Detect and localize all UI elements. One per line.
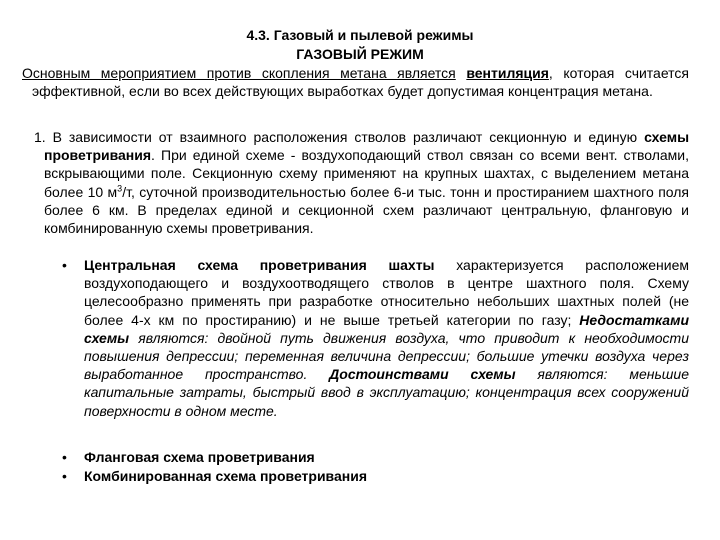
- item-1-sup: 3: [117, 182, 123, 193]
- intro-lead: Основным мероприятием против скопления метана является: [22, 65, 456, 81]
- item-1-paragraph: [22, 128, 689, 237]
- bullet-icon: •: [62, 257, 67, 273]
- intro-paragraph: [22, 64, 689, 100]
- central-text-a: характеризуется расположением воздухоподающего и воздухоотводящего стволов в центре шахтного поля. Схему целесообразно применять при разработке относительно небольших шахтных полей (не более 4-х км по простиранию) и не выше третьей категории по газу;: [84, 257, 689, 328]
- item-1-text-a: В зависимости от взаимного расположения стволов различают секционную и единую: [52, 129, 638, 145]
- bullet-icon: •: [62, 449, 67, 465]
- bullet-icon: •: [62, 468, 67, 484]
- central-adv-text: являются: меньшие капитальные затраты, быстрый ввод в эксплуатацию; концентрация всех сооружений поверхности в одном месте.: [84, 366, 689, 419]
- item-1-number: 1.: [34, 129, 46, 145]
- flank-title: Фланговая схема проветривания: [84, 449, 315, 465]
- item-1-text-b: . При единой схеме - воздухоподающий ствол связан со всеми вент. стволами, вскрывающими поле. Секционную схему применяют на крупных шахтах, с выделением метана более 10 м: [44, 147, 689, 200]
- section-heading: 4.3. Газовый и пылевой режимы: [246, 27, 474, 43]
- intro-rest: , которая считается эффективной, если во всех действующих выработках будет допустимая концентрация метана.: [32, 65, 690, 100]
- intro-key-term: вентиляция: [466, 65, 549, 81]
- item-1-text-c: /т, суточной производительностью более 6-и тыс. тонн и простиранием шахтного поля более 6 км. В пределах единой и секционной схем различают центральную, фланговую и комбинированную схемы проветривания.: [44, 183, 690, 237]
- bullet-central-text: [84, 256, 689, 420]
- item-1-bold-term: схемы проветривания: [44, 129, 690, 164]
- central-adv-label: Достоинствами схемы: [329, 366, 516, 383]
- subtitle-heading: ГАЗОВЫЙ РЕЖИМ: [296, 46, 424, 62]
- central-disadv-text: являются: двойной путь движения воздуха, что приводит к необходимости повышения депрессии; переменная величина депрессии; большие утечки воздуха через выработанное пространство.: [84, 329, 689, 383]
- central-title: Центральная схема проветривания шахты: [84, 257, 435, 273]
- central-disadv-label: Недостатками схемы: [84, 311, 689, 346]
- combined-title: Комбинированная схема проветривания: [84, 468, 367, 484]
